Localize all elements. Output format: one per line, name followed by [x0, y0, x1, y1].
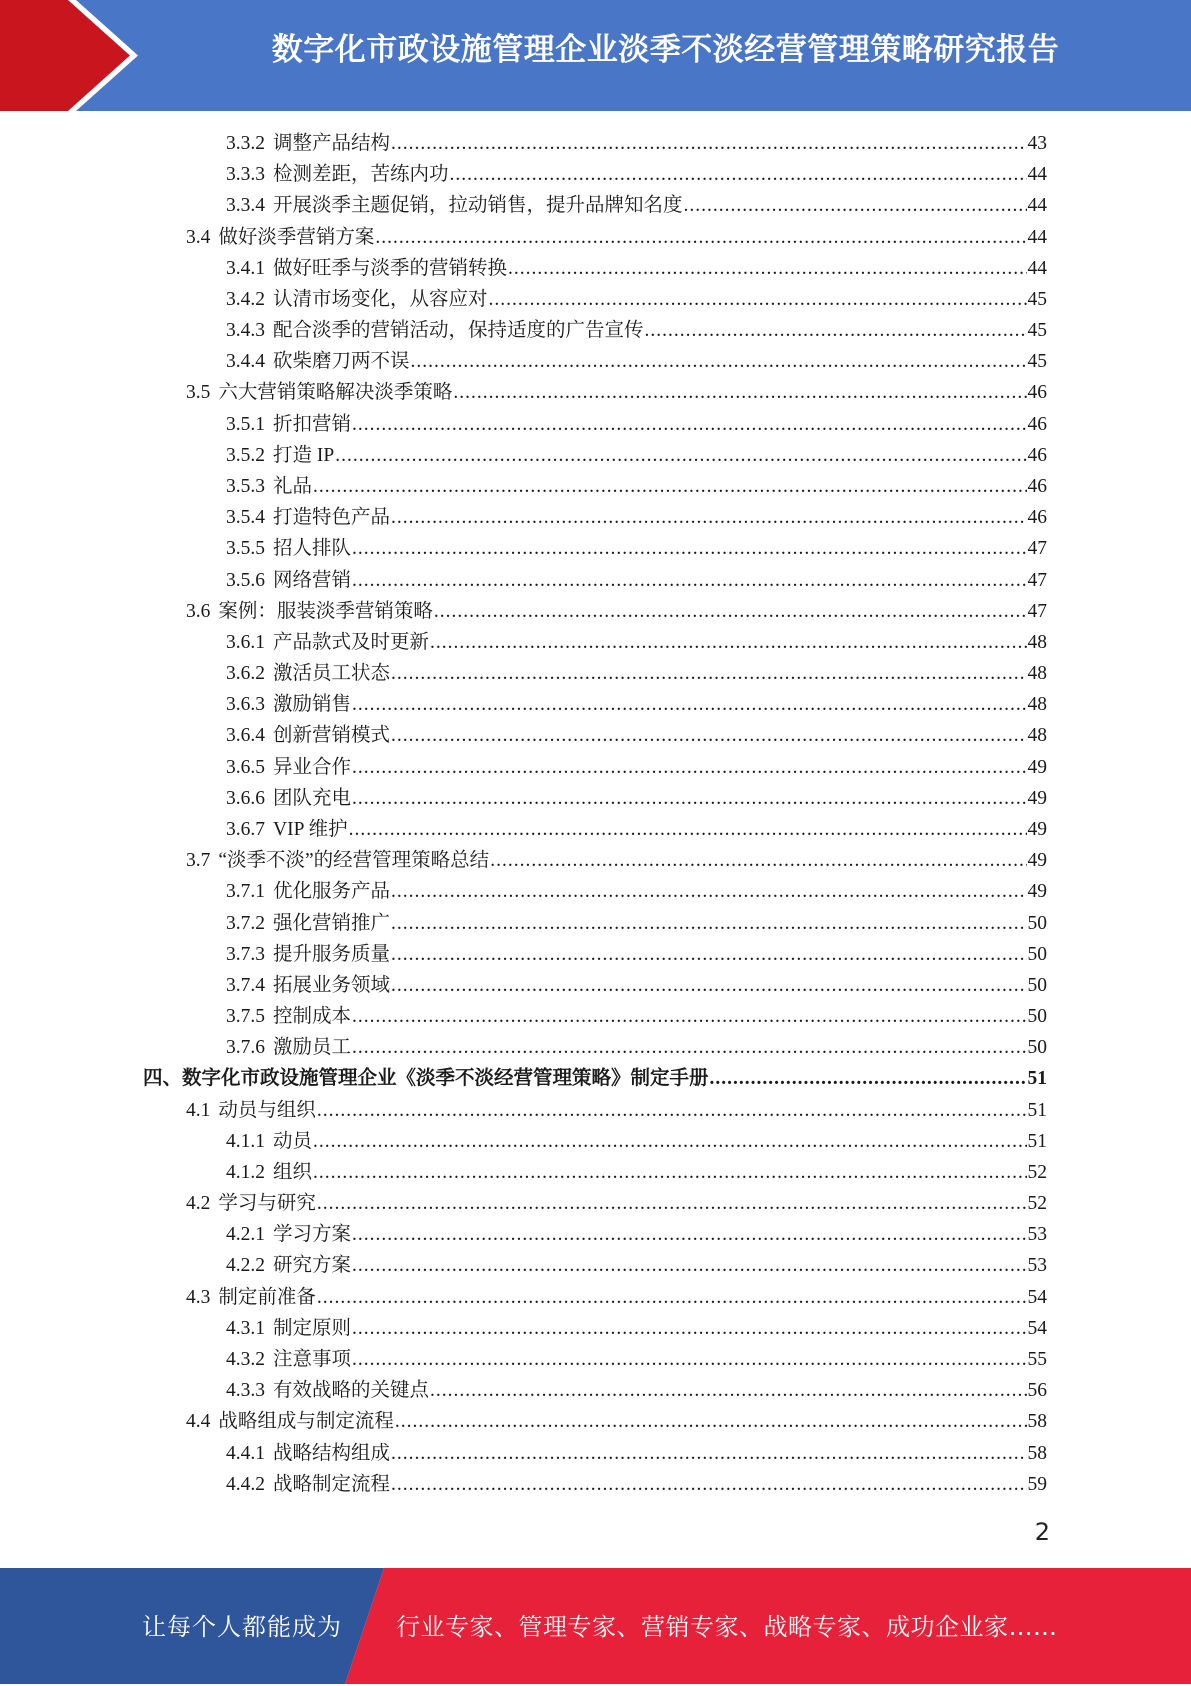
- dot-leader: [352, 1313, 1026, 1344]
- toc-entry-page: 46: [1027, 413, 1047, 435]
- toc-entry-label: 优化服务产品: [273, 881, 391, 903]
- toc-entry[interactable]: [226, 502, 1047, 533]
- dot-leader: [391, 128, 1026, 159]
- toc-entry[interactable]: [226, 440, 1047, 471]
- toc-entry-label: 有效战略的关键点: [273, 1380, 430, 1402]
- toc-entry-page: 44: [1027, 226, 1047, 248]
- dot-leader: [352, 565, 1026, 596]
- dot-leader: [411, 346, 1027, 377]
- toc-entry-number: 4.1.1: [226, 1130, 265, 1152]
- toc-entry-page: 54: [1027, 1286, 1047, 1308]
- toc-entry-number: 3.6.7: [226, 818, 265, 840]
- dot-leader: [313, 1157, 1026, 1188]
- toc-entry-page: 52: [1027, 1193, 1047, 1215]
- toc-entry-number: 3.4.1: [226, 257, 265, 279]
- toc-entry-page: 51: [1027, 1099, 1047, 1121]
- footer-slogan-left: 让每个人都能成为: [142, 1613, 342, 1641]
- toc-entry[interactable]: [226, 1344, 1047, 1375]
- toc-entry-page: 47: [1027, 569, 1047, 591]
- toc-entry-label: 开展淡季主题促销，拉动销售，提升品牌知名度: [273, 195, 683, 217]
- toc-entry-page: 46: [1027, 382, 1047, 404]
- toc-entry-page: 47: [1027, 600, 1047, 622]
- dot-leader: [352, 783, 1026, 814]
- toc-entry-label: “淡季不淡”的经营管理策略总结: [218, 850, 490, 872]
- toc-entry[interactable]: [226, 939, 1047, 970]
- toc-entry-label: 提升服务质量: [273, 943, 391, 965]
- toc-entry-number: 3.3.3: [226, 164, 265, 186]
- toc-entry-number: 4.2: [186, 1193, 211, 1215]
- toc-entry-label: 砍柴磨刀两不误: [273, 351, 410, 373]
- toc-entry[interactable]: [226, 159, 1047, 190]
- page-footer: [0, 1568, 1191, 1684]
- dot-leader: [317, 1095, 1027, 1126]
- toc-entry-page: 50: [1027, 943, 1047, 965]
- toc-entry-page: 49: [1027, 787, 1047, 809]
- dot-leader: [352, 409, 1026, 440]
- dot-leader: [391, 1469, 1026, 1500]
- toc-entry-page: 49: [1027, 850, 1047, 872]
- toc-entry-number: 3.7.4: [226, 974, 265, 996]
- dot-leader: [430, 1375, 1026, 1406]
- toc-entry-number: 4.3: [186, 1286, 211, 1308]
- dot-leader: [645, 315, 1027, 346]
- toc-entry-label: VIP 维护: [273, 818, 348, 840]
- toc-entry[interactable]: [226, 190, 1047, 221]
- page-number: 2: [1034, 1518, 1050, 1546]
- toc-entry-number: 3.7.6: [226, 1037, 265, 1059]
- toc-entry-label: 做好旺季与淡季的营销转换: [273, 257, 508, 279]
- toc-entry-number: 3.4: [186, 226, 211, 248]
- toc-entry-number: 3.4.2: [226, 288, 265, 310]
- toc-entry-number: 3.7.5: [226, 1006, 265, 1028]
- toc-entry-label: 制定前准备: [218, 1286, 316, 1308]
- dot-leader: [391, 908, 1026, 939]
- toc-entry-page: 51: [1027, 1068, 1047, 1090]
- toc-entry-page: 55: [1027, 1349, 1047, 1371]
- toc-entry-page: 54: [1027, 1317, 1047, 1339]
- toc-entry-label: 动员: [273, 1130, 313, 1152]
- toc-entry-page: 47: [1027, 538, 1047, 560]
- toc-entry-page: 50: [1027, 912, 1047, 934]
- toc-entry-page: 49: [1027, 756, 1047, 778]
- toc-entry-number: 3.6.5: [226, 756, 265, 778]
- toc-entry-page: 56: [1027, 1380, 1047, 1402]
- toc-entry-number: 3.5.2: [226, 444, 265, 466]
- toc-entry-label: 战略组成与制定流程: [218, 1411, 394, 1433]
- toc-entry-label: 做好淡季营销方案: [218, 226, 375, 248]
- toc-entry-page: 51: [1027, 1130, 1047, 1152]
- toc-entry-page: 59: [1027, 1473, 1047, 1495]
- toc-entry-label: 网络营销: [273, 569, 352, 591]
- toc-entry[interactable]: [226, 1375, 1047, 1406]
- toc-entry-page: 44: [1027, 164, 1047, 186]
- toc-entry-label: 招人排队: [273, 538, 352, 560]
- toc-entry-label: 学习方案: [273, 1224, 352, 1246]
- toc-entry-number: 3.7.1: [226, 881, 265, 903]
- dot-leader: [490, 845, 1026, 876]
- toc-entry-page: 46: [1027, 475, 1047, 497]
- toc-entry[interactable]: [226, 908, 1047, 939]
- toc-entry-page: 49: [1027, 881, 1047, 903]
- toc-entry-label: 学习与研究: [218, 1193, 316, 1215]
- dot-leader: [391, 658, 1026, 689]
- toc-entry-label: 团队充电: [273, 787, 352, 809]
- toc-entry-label: 拓展业务领域: [273, 974, 391, 996]
- toc-entry[interactable]: [186, 845, 1047, 876]
- toc-entry-label: 制定原则: [273, 1317, 352, 1339]
- dot-leader: [352, 1032, 1026, 1063]
- toc-entry-page: 45: [1027, 320, 1047, 342]
- toc-entry[interactable]: [226, 752, 1047, 783]
- dot-leader: [710, 1063, 1027, 1094]
- toc-entry-number: 3.5.6: [226, 569, 265, 591]
- toc-entry-number: 3.5.1: [226, 413, 265, 435]
- toc-entry[interactable]: [226, 409, 1047, 440]
- toc-entry-page: 48: [1027, 631, 1047, 653]
- dot-leader: [313, 1126, 1026, 1157]
- toc-entry[interactable]: [226, 876, 1047, 907]
- toc-entry-page: 43: [1027, 133, 1047, 154]
- toc-entry[interactable]: [226, 471, 1047, 502]
- dot-leader: [508, 253, 1026, 284]
- toc-entry-number: 4.2.1: [226, 1224, 265, 1246]
- toc-entry[interactable]: [226, 346, 1047, 377]
- toc-entry-label: 异业合作: [273, 756, 352, 778]
- toc-entry-label: 组织: [273, 1161, 313, 1183]
- dot-leader: [391, 970, 1026, 1001]
- toc-entry-number: 3.7.3: [226, 943, 265, 965]
- toc-entry-number: 四、: [143, 1068, 183, 1090]
- toc-entry-page: 50: [1027, 1006, 1047, 1028]
- toc-entry-page: 53: [1027, 1255, 1047, 1277]
- toc-entry-number: 3.3.2: [226, 133, 265, 154]
- dot-leader: [352, 689, 1026, 720]
- toc-entry-label: 认清市场变化，从容应对: [273, 288, 488, 310]
- toc-entry-label: 研究方案: [273, 1255, 352, 1277]
- toc-entry[interactable]: [226, 1126, 1047, 1157]
- toc-entry[interactable]: [226, 720, 1047, 751]
- toc-entry-label: 激励销售: [273, 694, 352, 716]
- toc-entry-label: 检测差距，苦练内功: [273, 164, 449, 186]
- dot-leader: [391, 502, 1026, 533]
- dot-leader: [352, 1250, 1026, 1281]
- toc-entry[interactable]: [226, 1438, 1047, 1469]
- toc-entry-number: 3.6.4: [226, 725, 265, 747]
- dot-leader: [434, 596, 1027, 627]
- toc-entry-number: 4.3.3: [226, 1380, 265, 1402]
- toc-entry-label: 强化营销推广: [273, 912, 391, 934]
- toc-entry-label: 创新营销模式: [273, 725, 391, 747]
- toc-entry-number: 3.7.2: [226, 912, 265, 934]
- chevron-banner-icon: [0, 0, 150, 111]
- toc-entry[interactable]: [226, 533, 1047, 564]
- toc-entry-number: 3.5.3: [226, 475, 265, 497]
- dot-leader: [335, 440, 1026, 471]
- toc-entry-number: 4.2.2: [226, 1255, 265, 1277]
- toc-entry[interactable]: [186, 596, 1047, 627]
- toc-entry-number: 3.5.5: [226, 538, 265, 560]
- dot-leader: [352, 1219, 1026, 1250]
- toc-entry-page: 49: [1027, 818, 1047, 840]
- dot-leader: [391, 876, 1026, 907]
- toc-entry-page: 52: [1027, 1161, 1047, 1183]
- toc-entry-page: 50: [1027, 974, 1047, 996]
- toc-entry-number: 4.3.2: [226, 1349, 265, 1371]
- dot-leader: [352, 1001, 1026, 1032]
- toc-entry[interactable]: [226, 284, 1047, 315]
- toc-entry-number: 4.1: [186, 1099, 211, 1121]
- toc-entry[interactable]: [226, 1219, 1047, 1250]
- toc-entry[interactable]: [226, 1250, 1047, 1281]
- dot-leader: [450, 159, 1027, 190]
- toc-entry-number: 4.4.2: [226, 1473, 265, 1495]
- toc-entry-page: 58: [1027, 1442, 1047, 1464]
- toc-entry-number: 3.6: [186, 600, 211, 622]
- toc-entry-page: 48: [1027, 725, 1047, 747]
- toc-entry-number: 3.5.4: [226, 507, 265, 529]
- toc-entry-label: 案例：服装淡季营销策略: [218, 600, 433, 622]
- dot-leader: [375, 222, 1026, 253]
- dot-leader: [317, 1188, 1027, 1219]
- toc-entry-label: 打造 IP: [273, 444, 335, 466]
- toc-entry-label: 六大营销策略解决淡季策略: [218, 382, 453, 404]
- toc-entry[interactable]: [226, 315, 1047, 346]
- toc-entry-number: 3.6.1: [226, 631, 265, 653]
- footer-slogan-right: 行业专家、管理专家、营销专家、战略专家、成功企业家……: [396, 1613, 1058, 1641]
- toc-entry[interactable]: [186, 1406, 1047, 1437]
- toc-entry[interactable]: [226, 128, 1047, 159]
- toc-entry-number: 4.4: [186, 1411, 211, 1433]
- toc-entry-label: 战略制定流程: [273, 1473, 391, 1495]
- toc-entry-number: 3.6.6: [226, 787, 265, 809]
- toc-entry-number: 3.4.3: [226, 320, 265, 342]
- toc-entry-number: 3.5: [186, 382, 211, 404]
- dot-leader: [349, 814, 1027, 845]
- toc-entry[interactable]: [186, 1188, 1047, 1219]
- toc-entry-page: 58: [1027, 1411, 1047, 1433]
- toc-entry-label: 战略结构组成: [273, 1442, 391, 1464]
- toc-entry-label: 配合淡季的营销活动，保持适度的广告宣传: [273, 320, 644, 342]
- dot-leader: [430, 627, 1026, 658]
- toc-entry-number: 3.3.4: [226, 195, 265, 217]
- toc-entry-label: 数字化市政设施管理企业《淡季不淡经营管理策略》制定手册: [182, 1068, 709, 1090]
- toc-entry-number: 3.6.2: [226, 663, 265, 685]
- toc-entry[interactable]: [226, 565, 1047, 596]
- page-header: [0, 0, 1191, 111]
- toc-entry-page: 46: [1027, 507, 1047, 529]
- dot-leader: [352, 752, 1026, 783]
- toc-entry-page: 44: [1027, 257, 1047, 279]
- toc-entry-number: 4.3.1: [226, 1317, 265, 1339]
- toc-entry-label: 注意事项: [273, 1349, 352, 1371]
- toc-entry[interactable]: [186, 1282, 1047, 1313]
- toc-entry[interactable]: [226, 1157, 1047, 1188]
- toc-entry[interactable]: [186, 377, 1047, 408]
- toc-entry-page: 45: [1027, 288, 1047, 310]
- dot-leader: [317, 1282, 1027, 1313]
- dot-leader: [391, 1438, 1026, 1469]
- toc-entry-label: 调整产品结构: [273, 133, 391, 154]
- toc-entry-label: 折扣营销: [273, 413, 352, 435]
- toc-entry-page: 48: [1027, 663, 1047, 685]
- toc-entry-page: 46: [1027, 444, 1047, 466]
- report-title: 数字化市政设施管理企业淡季不淡经营管理策略研究报告: [271, 32, 1060, 68]
- dot-leader: [352, 1344, 1026, 1375]
- toc-entry[interactable]: [226, 1001, 1047, 1032]
- toc-entry-label: 激励员工: [273, 1037, 352, 1059]
- toc-entry[interactable]: [226, 970, 1047, 1001]
- dot-leader: [395, 1406, 1027, 1437]
- dot-leader: [453, 377, 1026, 408]
- toc-entry-label: 礼品: [273, 475, 313, 497]
- toc-entry-number: 4.4.1: [226, 1442, 265, 1464]
- toc-entry-label: 控制成本: [273, 1006, 352, 1028]
- dot-leader: [391, 939, 1026, 970]
- toc-entry-page: 53: [1027, 1224, 1047, 1246]
- toc-entry-page: 50: [1027, 1037, 1047, 1059]
- toc-entry[interactable]: [186, 1095, 1047, 1126]
- toc-entry-number: 3.7: [186, 850, 211, 872]
- toc-entry[interactable]: [226, 689, 1047, 720]
- toc-entry[interactable]: [226, 1469, 1047, 1500]
- toc-entry-page: 48: [1027, 694, 1047, 716]
- toc-entry[interactable]: [226, 1032, 1047, 1063]
- toc-entry[interactable]: [226, 814, 1047, 845]
- dot-leader: [489, 284, 1027, 315]
- toc-entry[interactable]: [226, 253, 1047, 284]
- toc-entry[interactable]: [226, 627, 1047, 658]
- toc-entry-number: 3.6.3: [226, 694, 265, 716]
- toc-entry-label: 产品款式及时更新: [273, 631, 430, 653]
- toc-entry-label: 动员与组织: [218, 1099, 316, 1121]
- toc-entry-number: 3.4.4: [226, 351, 265, 373]
- dot-leader: [684, 190, 1027, 221]
- toc-entry-label: 激活员工状态: [273, 663, 391, 685]
- toc-entry[interactable]: [226, 658, 1047, 689]
- toc-entry-label: 打造特色产品: [273, 507, 391, 529]
- dot-leader: [313, 471, 1026, 502]
- toc-entry[interactable]: [226, 1313, 1047, 1344]
- toc-entry-page: 45: [1027, 351, 1047, 373]
- toc-entry-number: 4.1.2: [226, 1161, 265, 1183]
- toc-entry[interactable]: [143, 1063, 1047, 1094]
- toc-entry-page: 44: [1027, 195, 1047, 217]
- toc-entry[interactable]: [226, 783, 1047, 814]
- toc-entry[interactable]: [186, 222, 1047, 253]
- dot-leader: [391, 720, 1026, 751]
- dot-leader: [352, 533, 1026, 564]
